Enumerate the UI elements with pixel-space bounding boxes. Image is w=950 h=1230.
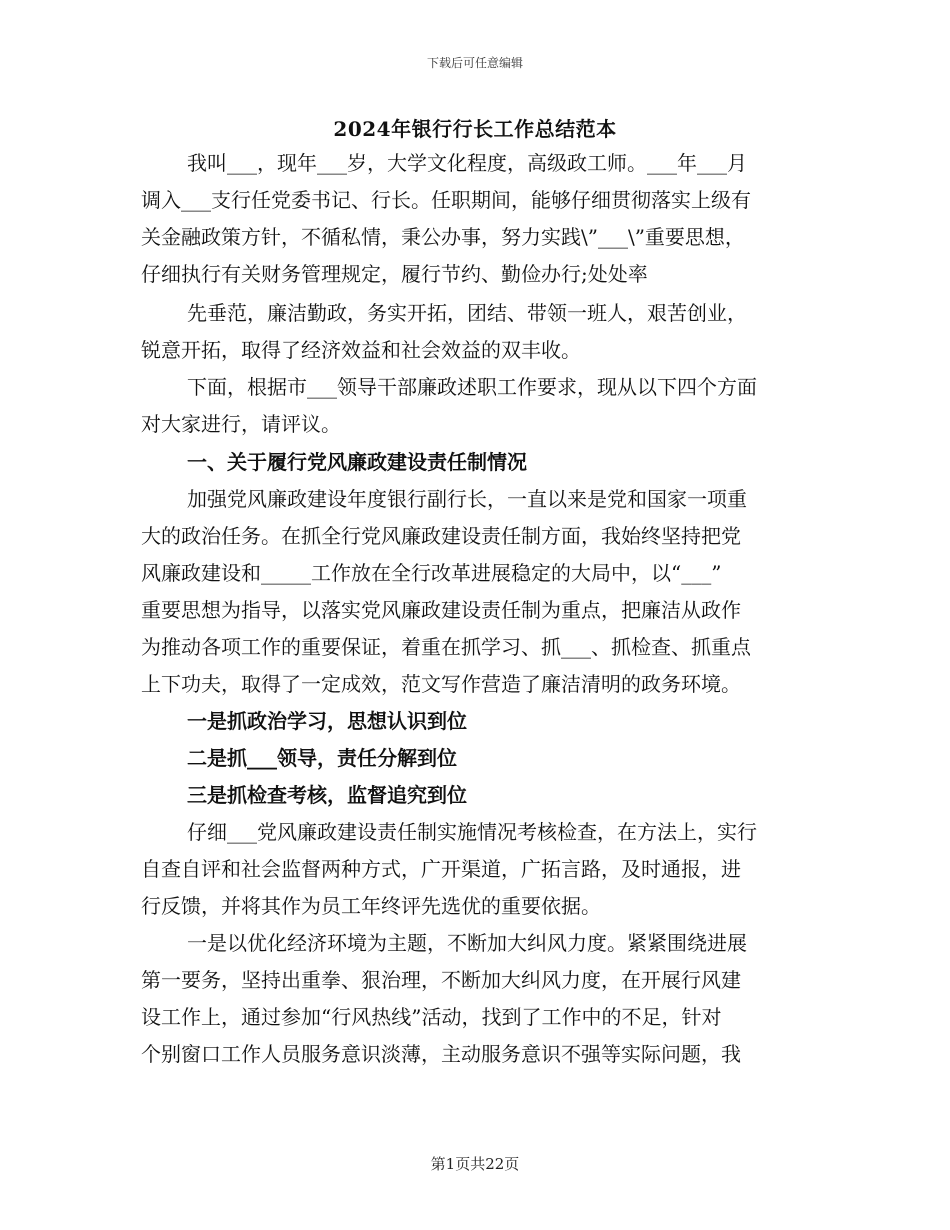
paragraph-line: 先垂范，廉洁勤政，务实开拓，团结、带领一班人，艰苦创业， xyxy=(187,301,747,325)
paragraph-line: 重要思想为指导，以落实党风廉政建设责任制为重点，把廉洁从政作 xyxy=(141,598,741,622)
subheading-3: 三是抓检查考核，监督追究到位 xyxy=(187,783,467,807)
paragraph-line: 关金融政策方针，不循私情，秉公办事，努力实践\”___\”重要思想， xyxy=(141,225,745,249)
paragraph-line: 锐意开拓，取得了经济效益和社会效益的双丰收。 xyxy=(141,338,581,362)
section-heading: 一、关于履行党风廉政建设责任制情况 xyxy=(187,450,527,474)
paragraph-line: 设工作上，通过参加“行风热线”活动，找到了工作中的不足，针对 xyxy=(141,1005,722,1029)
paragraph-line: 个别窗口工作人员服务意识淡薄，主动服务意识不强等实际问题，我 xyxy=(141,1042,741,1066)
paragraph-line: 调入___支行任党委书记、行长。任职期间，能够仔细贯彻落实上级有 xyxy=(141,188,751,212)
subheading-1: 一是抓政治学习，思想认识到位 xyxy=(187,709,467,733)
paragraph-line: 我叫___，现年___岁，大学文化程度，高级政工师。___年___月 xyxy=(187,151,747,175)
paragraph-line: 大的政治任务。在抓全行党风廉政建设责任制方面，我始终坚持把党 xyxy=(141,524,741,548)
subheading-2: 二是抓___领导，责任分解到位 xyxy=(187,746,457,770)
paragraph-line: 一是以优化经济环境为主题，不断加大纠风力度。紧紧围绕进展 xyxy=(187,931,747,955)
document-title: 2024年银行行长工作总结范本 xyxy=(333,117,617,141)
paragraph-line: 行反馈，并将其作为员工年终评先选优的重要依据。 xyxy=(141,894,601,918)
paragraph-line: 为推动各项工作的重要保证，着重在抓学习、抓___、抓检查、抓重点 xyxy=(141,635,751,659)
paragraph-line: 第一要务，坚持出重拳、狠治理，不断加大纠风力度，在开展行风建 xyxy=(141,968,741,992)
paragraph-line: 自查自评和社会监督两种方式，广开渠道，广拓言路，及时通报，进 xyxy=(141,857,741,881)
paragraph-line: 上下功夫，取得了一定成效，范文写作营造了廉洁清明的政务环境。 xyxy=(141,672,741,696)
page-number: 第1页共22页 xyxy=(430,1155,520,1173)
paragraph-line: 仔细执行有关财务管理规定，履行节约、勤俭办行;处处率 xyxy=(141,262,648,286)
paragraph-line: 风廉政建设和_____工作放在全行改革进展稳定的大局中，以“___” xyxy=(141,561,722,585)
paragraph-line: 仔细___党风廉政建设责任制实施情况考核检查，在方法上，实行 xyxy=(187,820,757,844)
paragraph-line: 对大家进行，请评议。 xyxy=(141,412,341,436)
paragraph-line: 加强党风廉政建设年度银行副行长，一直以来是党和国家一项重 xyxy=(187,487,747,511)
paragraph-line: 下面，根据市___领导干部廉政述职工作要求，现从以下四个方面 xyxy=(187,375,757,399)
header-note: 下载后可任意编辑 xyxy=(426,56,523,70)
